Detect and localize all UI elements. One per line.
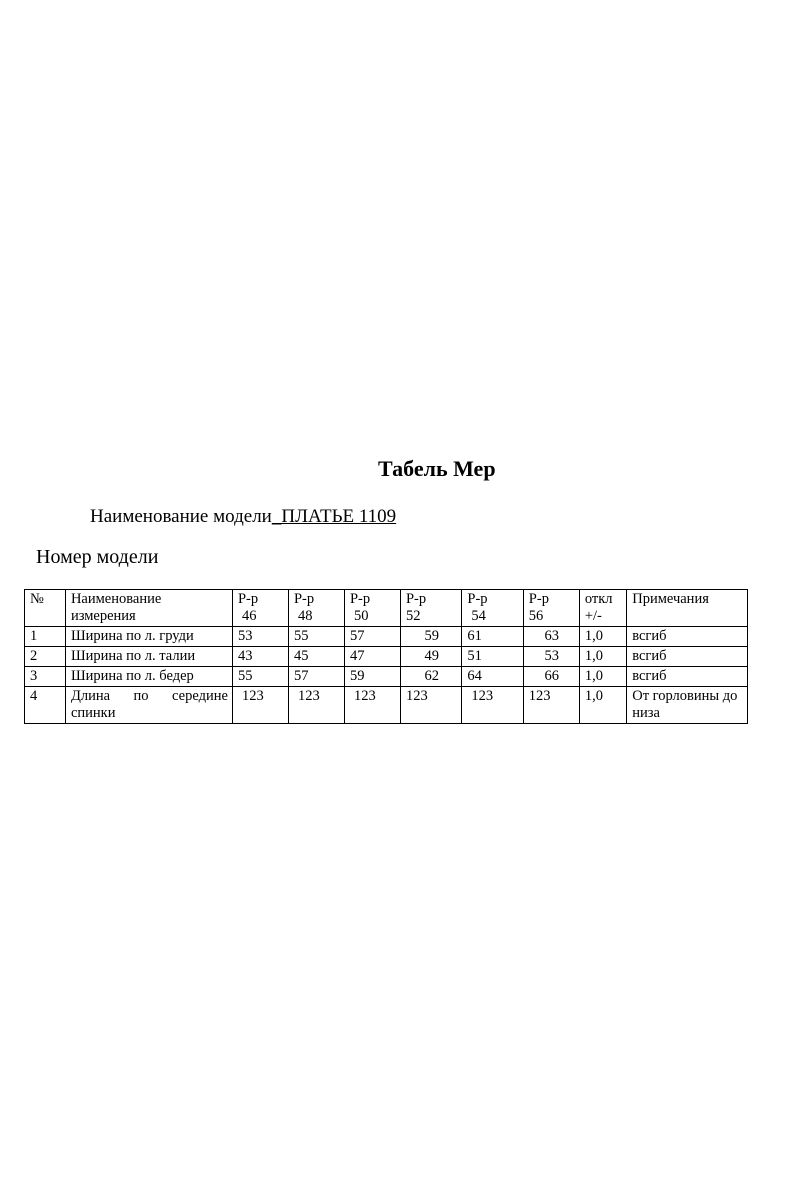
row-value: 123: [288, 687, 344, 724]
header-size-54: [462, 590, 523, 627]
row-tolerance: 1,0: [579, 687, 626, 724]
row-tolerance: 1,0: [579, 647, 626, 667]
header-tolerance-line1: откл: [584, 591, 613, 607]
header-size-prefix: Р-р: [528, 591, 549, 607]
header-tolerance-line2: +/-: [584, 608, 602, 624]
row-num: 2: [25, 647, 66, 667]
row-value: 123: [232, 687, 288, 724]
row-note: всгиб: [627, 647, 748, 667]
header-size-value: 52: [405, 608, 421, 624]
row-value: 66: [523, 667, 579, 687]
row-value: 53: [523, 647, 579, 667]
row-measurement-name: Ширина по л. талии: [65, 647, 232, 667]
header-size-prefix: Р-р: [467, 591, 488, 607]
row-measurement-name: Длина по середине спинки: [65, 687, 232, 724]
row-value: 62: [400, 667, 461, 687]
row-num: 1: [25, 627, 66, 647]
model-name-value: _ПЛАТЬЕ 1109: [271, 506, 397, 527]
row-value: 55: [288, 627, 344, 647]
row-value: 123: [523, 687, 579, 724]
header-size-48: [288, 590, 344, 627]
header-measurement-name: [65, 590, 232, 627]
header-size-prefix: Р-р: [349, 591, 371, 607]
row-value: 123: [400, 687, 461, 724]
measurements-table: [24, 589, 748, 724]
table-row: [25, 667, 748, 687]
header-size-prefix: Р-р: [405, 591, 427, 607]
row-value: 57: [288, 667, 344, 687]
header-size-value: 56: [528, 608, 544, 624]
row-value: 63: [523, 627, 579, 647]
row-note: всгиб: [627, 627, 748, 647]
header-size-52: [400, 590, 461, 627]
model-name-label: Наименование модели: [90, 506, 272, 527]
row-value: 51: [462, 647, 523, 667]
row-note: От горловины до низа: [627, 687, 748, 724]
header-size-50: [344, 590, 400, 627]
row-value: 55: [232, 667, 288, 687]
row-value: 64: [462, 667, 523, 687]
row-measurement-name: Ширина по л. бедер: [65, 667, 232, 687]
row-value: 53: [232, 627, 288, 647]
table-header-row: [25, 590, 748, 627]
table-row: [25, 647, 748, 667]
row-value: 61: [462, 627, 523, 647]
header-size-value: 54: [471, 608, 486, 624]
header-size-prefix: Р-р: [293, 591, 315, 607]
row-value: 47: [344, 647, 400, 667]
model-name-line: [90, 506, 396, 528]
row-measurement-name: Ширина по л. груди: [65, 627, 232, 647]
header-size-value: 48: [297, 608, 313, 624]
header-size-46: [232, 590, 288, 627]
header-name-line1: Наименование: [70, 591, 162, 607]
header-tolerance: [579, 590, 626, 627]
row-value: 59: [344, 667, 400, 687]
header-notes: Примечания: [627, 590, 748, 627]
header-size-56: [523, 590, 579, 627]
row-value: 49: [400, 647, 461, 667]
table-row: [25, 627, 748, 647]
header-size-prefix: Р-р: [237, 591, 259, 607]
row-value: 123: [344, 687, 400, 724]
header-name-line2: измерения: [70, 608, 136, 624]
row-note: всгиб: [627, 667, 748, 687]
row-value: 43: [232, 647, 288, 667]
row-num: 4: [25, 687, 66, 724]
row-value: 45: [288, 647, 344, 667]
header-size-value: 46: [241, 608, 257, 624]
row-tolerance: 1,0: [579, 627, 626, 647]
model-number-label: Номер модели: [36, 546, 159, 568]
header-num: №: [25, 590, 66, 627]
page-title: Табель Мер: [378, 456, 496, 481]
row-value: 123: [462, 687, 523, 724]
row-value: 59: [400, 627, 461, 647]
table-row: [25, 687, 748, 724]
row-value: 57: [344, 627, 400, 647]
row-num: 3: [25, 667, 66, 687]
row-tolerance: 1,0: [579, 667, 626, 687]
header-size-value: 50: [353, 608, 369, 624]
